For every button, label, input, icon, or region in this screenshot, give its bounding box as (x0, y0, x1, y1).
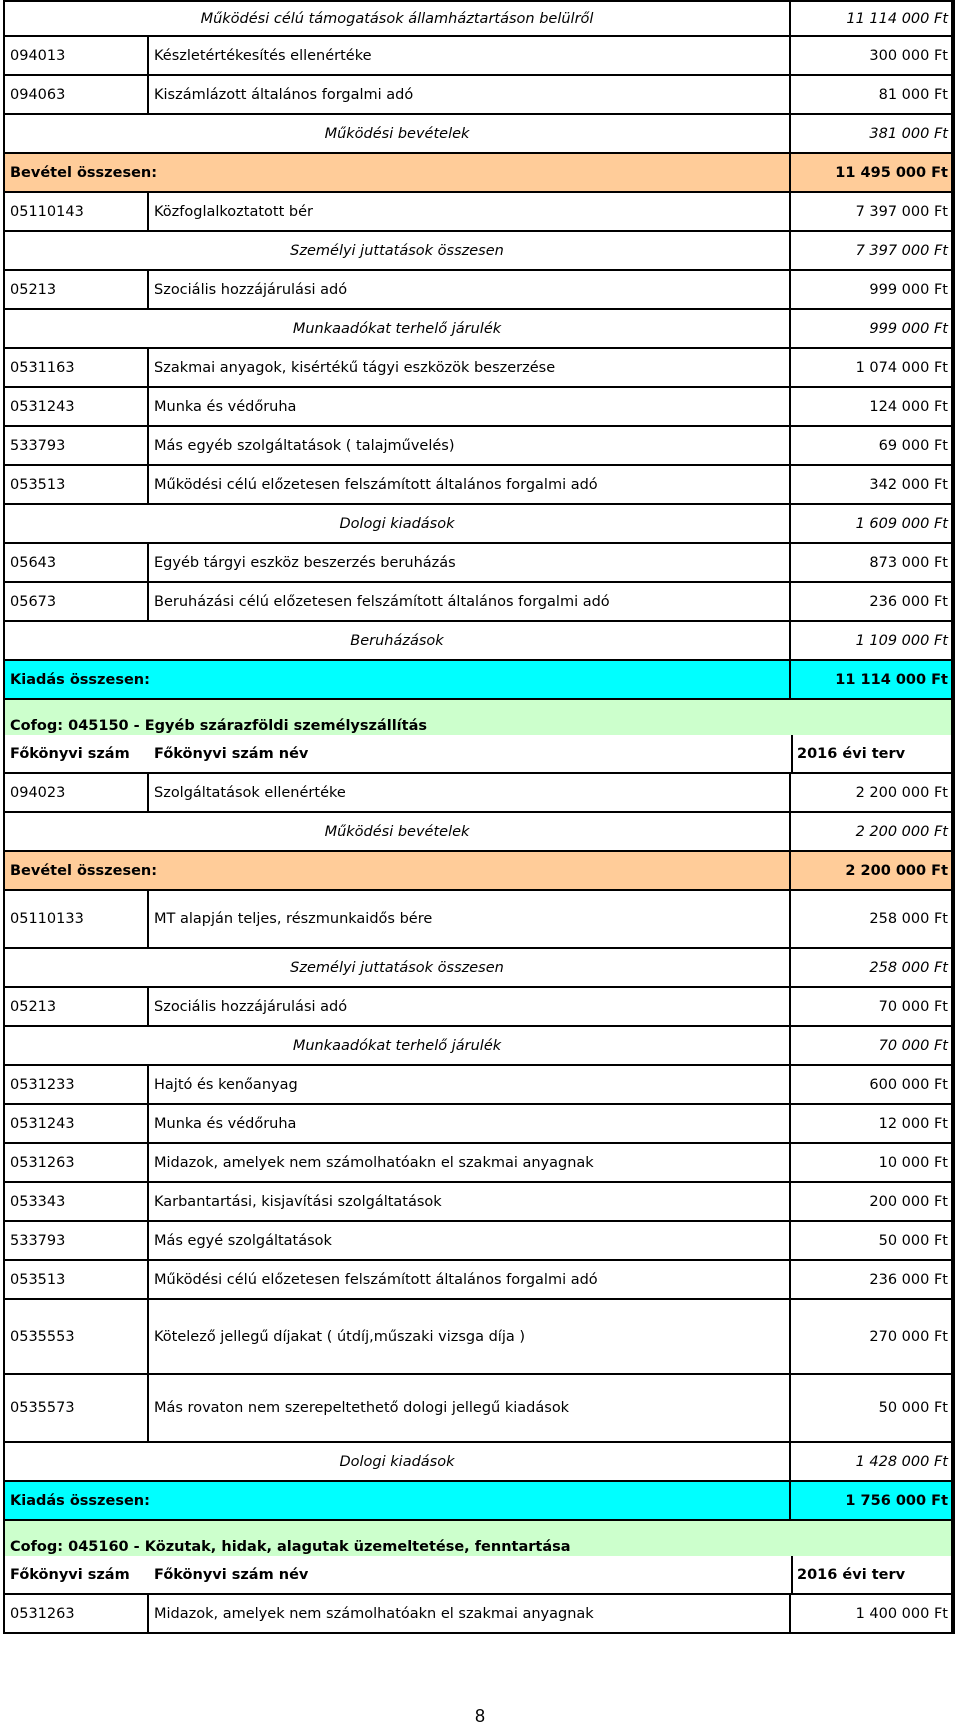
subtotal-label: Működési célú támogatások államháztartáson belülről (3, 2, 791, 35)
account-code: 05110143 (3, 193, 149, 230)
table-row (3, 37, 955, 76)
subtotal-label: Működési bevételek (3, 813, 791, 850)
account-name: Más egyéb szolgáltatások ( talajművelés) (149, 427, 791, 464)
subtotal-row (3, 115, 955, 154)
plan-amount: 81 000 Ft (791, 76, 955, 113)
cofog-section-title (3, 1521, 955, 1556)
subtotal-label: Személyi juttatások összesen (3, 949, 791, 986)
plan-amount: 236 000 Ft (791, 1261, 955, 1298)
account-name: Szociális hozzájárulási adó (149, 271, 791, 308)
plan-amount: 124 000 Ft (791, 388, 955, 425)
account-code: 0535553 (3, 1300, 149, 1373)
subtotal-row (3, 1027, 955, 1066)
subtotal-label: Dologi kiadások (3, 505, 791, 542)
plan-amount: 1 074 000 Ft (791, 349, 955, 386)
total-label: Bevétel összesen: (3, 852, 791, 889)
account-code: 533793 (3, 427, 149, 464)
subtotal-amount: 999 000 Ft (791, 310, 955, 347)
plan-amount: 600 000 Ft (791, 1066, 955, 1103)
expense-total-row (3, 1482, 955, 1521)
account-code: 094023 (3, 774, 149, 811)
plan-amount: 50 000 Ft (791, 1222, 955, 1259)
table-row (3, 466, 955, 505)
table-row (3, 544, 955, 583)
subtotal-amount: 11 114 000 Ft (791, 2, 955, 35)
account-name: MT alapján teljes, részmunkaidős bére (149, 891, 791, 947)
table-row (3, 1261, 955, 1300)
subtotal-amount: 2 200 000 Ft (791, 813, 955, 850)
account-name: Egyéb tárgyi eszköz beszerzés beruházás (149, 544, 791, 581)
account-name: Más rovaton nem szerepeltethető dologi jellegű kiadások (149, 1375, 791, 1441)
column-header-code: Főkönyvi szám (3, 1556, 149, 1593)
subtotal-row (3, 310, 955, 349)
subtotal-label: Személyi juttatások összesen (3, 232, 791, 269)
table-row (3, 1105, 955, 1144)
column-header-row (3, 735, 955, 774)
account-code: 0535573 (3, 1375, 149, 1441)
account-name: Más egyé szolgáltatások (149, 1222, 791, 1259)
subtotal-amount: 1 609 000 Ft (791, 505, 955, 542)
subtotal-amount: 258 000 Ft (791, 949, 955, 986)
account-name: Midazok, amelyek nem számolhatóakn el szakmai anyagnak (149, 1595, 791, 1632)
plan-amount: 69 000 Ft (791, 427, 955, 464)
table-row (3, 1066, 955, 1105)
plan-amount: 7 397 000 Ft (791, 193, 955, 230)
plan-amount: 200 000 Ft (791, 1183, 955, 1220)
total-label: Kiadás összesen: (3, 1482, 791, 1519)
column-header-code: Főkönyvi szám (3, 735, 149, 772)
table-row (3, 271, 955, 310)
table-row (3, 193, 955, 232)
table-row (3, 1300, 955, 1375)
plan-amount: 270 000 Ft (791, 1300, 955, 1373)
subtotal-row (3, 505, 955, 544)
table-row (3, 1183, 955, 1222)
subtotal-label: Működési bevételek (3, 115, 791, 152)
plan-amount: 1 400 000 Ft (791, 1595, 955, 1632)
total-label: Bevétel összesen: (3, 154, 791, 191)
subtotal-row (3, 1443, 955, 1482)
subtotal-label: Munkaadókat terhelő járulék (3, 1027, 791, 1064)
table-row (3, 1595, 955, 1634)
column-header-amount: 2016 évi terv (791, 735, 955, 772)
subtotal-amount: 7 397 000 Ft (791, 232, 955, 269)
column-header-name: Főkönyvi szám név (154, 1566, 309, 1583)
income-total-row (3, 852, 955, 891)
account-name: Szolgáltatások ellenértéke (149, 774, 791, 811)
table-row (3, 388, 955, 427)
account-name: Midazok, amelyek nem számolhatóakn el szakmai anyagnak (149, 1144, 791, 1181)
income-total-row (3, 154, 955, 193)
table-row (3, 76, 955, 115)
plan-amount: 2 200 000 Ft (791, 774, 955, 811)
budget-table (3, 0, 955, 1634)
account-code: 053343 (3, 1183, 149, 1220)
subtotal-amount: 1 109 000 Ft (791, 622, 955, 659)
column-header-row (3, 1556, 955, 1595)
account-code: 094063 (3, 76, 149, 113)
subtotal-amount: 70 000 Ft (791, 1027, 955, 1064)
plan-amount: 50 000 Ft (791, 1375, 955, 1441)
account-name: Készletértékesítés ellenértéke (149, 37, 791, 74)
account-name: Szakmai anyagok, kisértékű tágyi eszközök beszerzése (149, 349, 791, 386)
table-row (3, 891, 955, 949)
subtotal-row (3, 622, 955, 661)
subtotal-row (3, 949, 955, 988)
account-code: 05673 (3, 583, 149, 620)
account-code: 053513 (3, 466, 149, 503)
expense-total-row (3, 661, 955, 700)
plan-amount: 999 000 Ft (791, 271, 955, 308)
plan-amount: 70 000 Ft (791, 988, 955, 1025)
account-code: 533793 (3, 1222, 149, 1259)
account-code: 0531263 (3, 1595, 149, 1632)
account-name: Karbantartási, kisjavítási szolgáltatások (149, 1183, 791, 1220)
account-code: 0531243 (3, 388, 149, 425)
plan-amount: 873 000 Ft (791, 544, 955, 581)
account-code: 05213 (3, 988, 149, 1025)
subtotal-label: Beruházások (3, 622, 791, 659)
account-name: Munka és védőruha (149, 388, 791, 425)
account-code: 094013 (3, 37, 149, 74)
account-name: Közfoglalkoztatott bér (149, 193, 791, 230)
subtotal-row (3, 232, 955, 271)
table-row (3, 1375, 955, 1443)
account-code: 053513 (3, 1261, 149, 1298)
plan-amount: 10 000 Ft (791, 1144, 955, 1181)
total-amount: 1 756 000 Ft (791, 1482, 955, 1519)
table-row (3, 349, 955, 388)
column-header-amount: 2016 évi terv (791, 1556, 955, 1593)
account-code: 0531233 (3, 1066, 149, 1103)
column-header-name: Főkönyvi szám név (154, 745, 309, 762)
plan-amount: 258 000 Ft (791, 891, 955, 947)
account-name: Beruházási célú előzetesen felszámított általános forgalmi adó (149, 583, 791, 620)
subtotal-amount: 381 000 Ft (791, 115, 955, 152)
subtotal-label: Munkaadókat terhelő járulék (3, 310, 791, 347)
page-number: 8 (474, 1706, 485, 1726)
account-name: Kiszámlázott általános forgalmi adó (149, 76, 791, 113)
plan-amount: 236 000 Ft (791, 583, 955, 620)
plan-amount: 12 000 Ft (791, 1105, 955, 1142)
cofog-section-title (3, 700, 955, 735)
account-name: Szociális hozzájárulási adó (149, 988, 791, 1025)
cofog-label: Cofog: 045150 - Egyéb szárazföldi személyszállítás (3, 700, 955, 735)
account-name: Hajtó és kenőanyag (149, 1066, 791, 1103)
plan-amount: 342 000 Ft (791, 466, 955, 503)
table-row (3, 583, 955, 622)
account-name: Működési célú előzetesen felszámított általános forgalmi adó (149, 1261, 791, 1298)
subtotal-amount: 1 428 000 Ft (791, 1443, 955, 1480)
account-code: 0531263 (3, 1144, 149, 1181)
account-code: 05213 (3, 271, 149, 308)
account-code: 0531243 (3, 1105, 149, 1142)
account-name: Munka és védőruha (149, 1105, 791, 1142)
account-code: 05643 (3, 544, 149, 581)
account-name: Működési célú előzetesen felszámított általános forgalmi adó (149, 466, 791, 503)
subtotal-row (3, 813, 955, 852)
total-amount: 2 200 000 Ft (791, 852, 955, 889)
plan-amount: 300 000 Ft (791, 37, 955, 74)
total-label: Kiadás összesen: (3, 661, 791, 698)
table-row (3, 1222, 955, 1261)
account-name: Kötelező jellegű díjakat ( útdíj,műszaki vizsga díja ) (149, 1300, 791, 1373)
subtotal-row (3, 0, 955, 37)
table-row (3, 1144, 955, 1183)
total-amount: 11 114 000 Ft (791, 661, 955, 698)
total-amount: 11 495 000 Ft (791, 154, 955, 191)
table-row (3, 774, 955, 813)
table-row (3, 988, 955, 1027)
account-code: 0531163 (3, 349, 149, 386)
account-code: 05110133 (3, 891, 149, 947)
cofog-label: Cofog: 045160 - Közutak, hidak, alagutak üzemeltetése, fenntartása (3, 1521, 955, 1556)
subtotal-label: Dologi kiadások (3, 1443, 791, 1480)
table-row (3, 427, 955, 466)
